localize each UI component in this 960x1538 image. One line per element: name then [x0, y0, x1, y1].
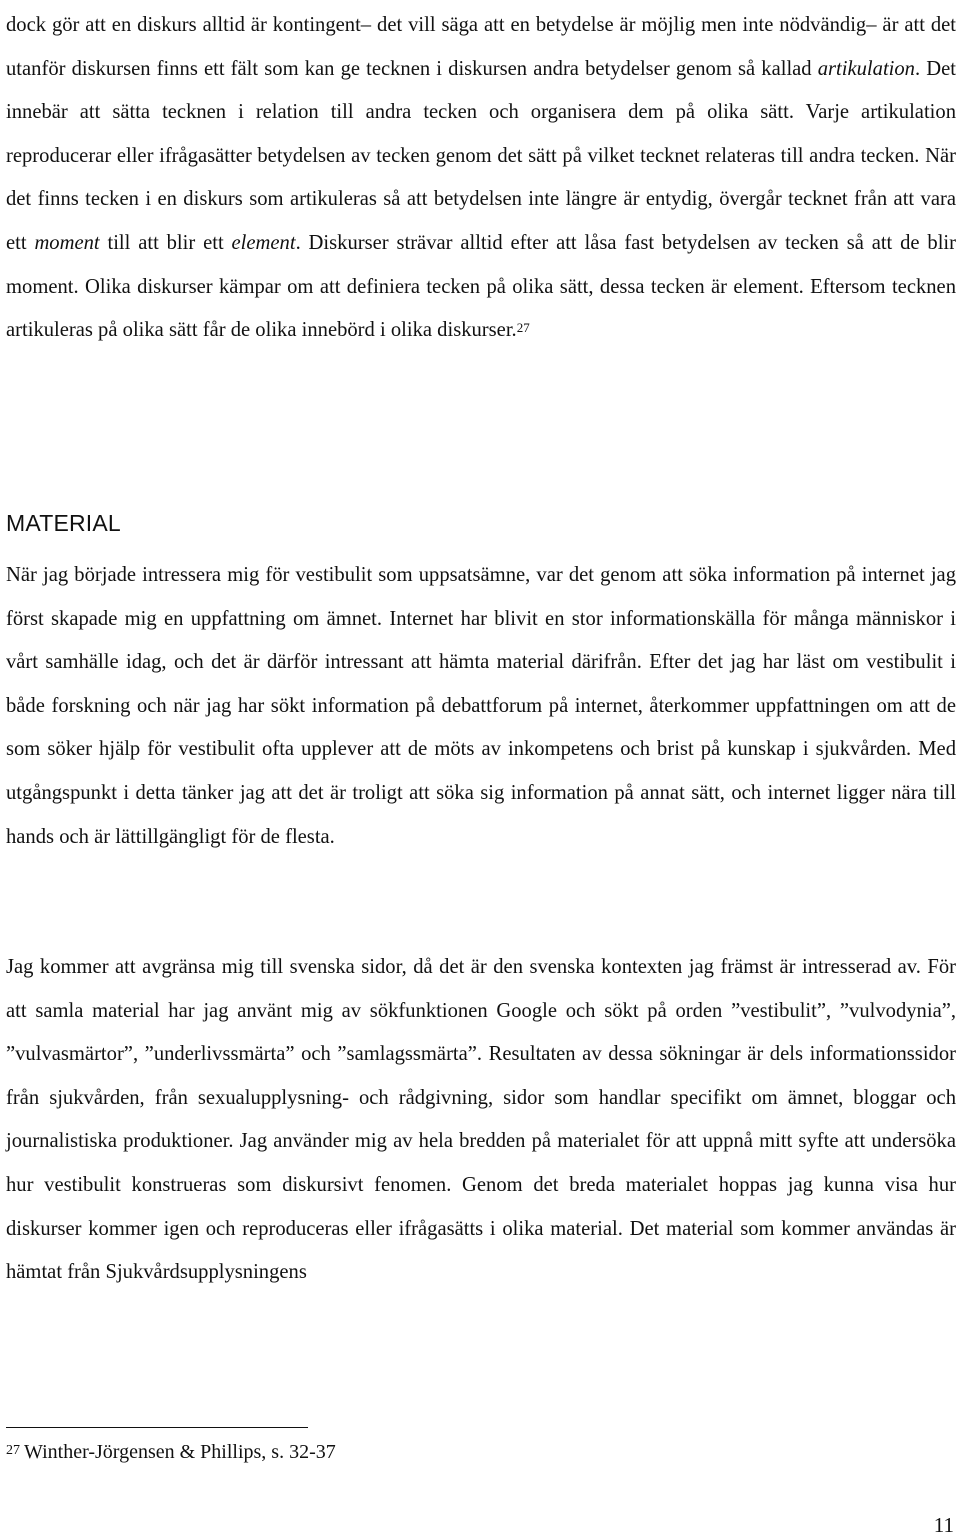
italic-term: artikulation — [817, 57, 915, 80]
footnote-text: Winther-Jörgensen & Phillips, s. 32-37 — [24, 1441, 336, 1463]
body-paragraph — [6, 4, 956, 353]
italic-term: element — [231, 231, 296, 254]
footnote-reference: 27 — [516, 320, 530, 336]
italic-term: moment — [34, 231, 100, 254]
page-number: 11 — [933, 1513, 954, 1537]
footnote-divider — [6, 1427, 308, 1428]
footnote-number: 27 — [6, 1443, 20, 1458]
section-heading: MATERIAL — [6, 510, 121, 536]
paragraph-text: . Diskurser strävar alltid efter att låsa fast betydelsen av tecken så att de blir moment. Olika diskurser kämpar om att definiera tecken på olika sätt, dessa tecken är element. Eftersom tecknen artikuleras på olika sätt får de olika innebörd i olika diskurser. — [6, 231, 956, 342]
body-paragraph: När jag började intressera mig för vestibulit som uppsatsämne, var det genom att söka information på internet jag först skapade mig en uppfattning om ämnet. Internet har blivit en stor informationskälla för många människor i vårt samhälle idag, och det är därför intressant att hämta material därifrån. Efter det jag har läst om vestibulit i både forskning och när jag har sökt information på debattforum på internet, återkommer uppfattningen om att de som söker hjälp för vestibulit ofta upplever att de möts av inkompetens och brist på kunskap i sjukvården. Med utgångspunkt i detta tänker jag att det är troligt att söka sig information på annat sätt, och internet ligger nära till hands och är lättillgängligt för de flesta. — [6, 564, 956, 848]
footnote — [6, 1432, 906, 1475]
body-paragraph: Jag kommer att avgränsa mig till svenska sidor, då det är den svenska kontexten jag främst är intresserad av. För att samla material har jag använt mig av sökfunktionen Google och sökt på orden ”vestibulit”, ”vulvodynia”, ”vulvasmärtor”, ”underlivssmärta” och ”samlagssmärta”. Resultaten av dessa sökningar är dels informationssidor från sjukvården, från sexualupplysning- och rådgivning, sidor som handlar specifikt om ämnet, bloggar och journalistiska produktioner. Jag använder mig av hela bredden på materialet för att uppnå mitt syfte att undersöka hur vestibulit konstrueras som diskursivt fenomen. Genom det breda materialet hoppas jag kunna visa hur diskurser kommer igen och reproduceras eller ifrågasätts i olika material. Det material som kommer användas är hämtat från Sjukvårdsupplysningens — [6, 956, 956, 1284]
paragraph-text: till att blir ett — [99, 231, 232, 254]
paragraph-text: dock gör att en diskurs alltid är kontingent– det vill säga att en betydelse är möjlig men inte nödvändig– är att det utanför diskursen finns ett fält som kan ge tecknen i diskursen andra betydelser genom så kallad — [6, 14, 956, 80]
paragraph-text: . Det innebär att sätta tecknen i relation till andra tecken och organisera dem på olika sätt. Varje artikulation reproducerar eller ifrågasätter betydelsen av tecken genom det sätt på vilket tecknet relateras till andra tecken. När det finns tecken i en diskurs som artikuleras så att betydelsen inte längre är entydig, övergår tecknet från att vara ett — [6, 57, 956, 254]
